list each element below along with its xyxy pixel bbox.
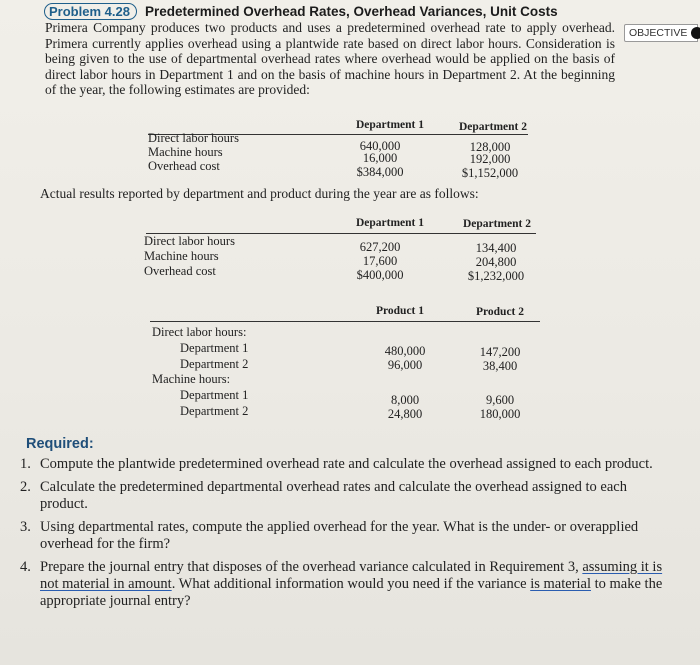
products-cell: 180,000 bbox=[479, 407, 521, 421]
actual-results-intro: Actual results reported by department and product during the year are as follows: bbox=[40, 186, 479, 201]
products-header-rule bbox=[150, 321, 540, 322]
estimates-row-label: Overhead cost bbox=[148, 159, 220, 173]
requirement-text-part: Prepare the journal entry that disposes of the overhead variance calculated in Requirement 3, bbox=[40, 559, 583, 575]
products-header-product2: Product 2 bbox=[475, 306, 525, 318]
underlined-phrase: is material bbox=[530, 576, 591, 592]
actuals-cell: 627,200 bbox=[359, 240, 401, 254]
products-group-label: Machine hours: bbox=[152, 372, 231, 386]
requirement-text: Calculate the predetermined departmental overhead rates and calculate the overhead assigned to each product. bbox=[40, 479, 627, 512]
requirement-number: 4. bbox=[20, 559, 31, 575]
problem-header bbox=[44, 3, 604, 21]
products-row-label: Department 2 bbox=[180, 357, 249, 371]
products-cell: 96,000 bbox=[387, 358, 423, 372]
products-row-label: Department 1 bbox=[180, 388, 249, 402]
requirement-number: 2. bbox=[20, 479, 31, 495]
actuals-cell: 17,600 bbox=[362, 254, 398, 268]
estimates-header-dept1: Department 1 bbox=[355, 119, 425, 131]
actuals-cell: 134,400 bbox=[475, 241, 517, 255]
requirement-item bbox=[12, 559, 672, 610]
estimates-cell: 128,000 bbox=[469, 140, 511, 154]
objective-label: OBJECTIVE bbox=[629, 27, 688, 39]
required-list bbox=[12, 456, 672, 616]
estimates-cell: 192,000 bbox=[469, 152, 511, 166]
estimates-cell: $1,152,000 bbox=[461, 166, 519, 180]
requirement-number: 3. bbox=[20, 519, 31, 535]
estimates-row-label: Direct labor hours bbox=[148, 131, 239, 145]
actuals-header-dept1: Department 1 bbox=[355, 217, 425, 229]
problem-number-tag: Problem 4.28 bbox=[44, 3, 137, 20]
products-header-product1: Product 1 bbox=[375, 305, 425, 317]
estimates-header-dept2: Department 2 bbox=[458, 121, 528, 133]
requirement-text-part: to make the appropriate journal entry? bbox=[40, 576, 663, 609]
products-row-label: Department 2 bbox=[180, 404, 249, 418]
requirement-text: Using departmental rates, compute the applied overhead for the year. What is the under- or overapplied overhead for the firm? bbox=[40, 519, 639, 552]
products-cell: 480,000 bbox=[384, 344, 426, 358]
products-cell: 147,200 bbox=[479, 345, 521, 359]
products-row-label: Department 1 bbox=[180, 341, 249, 355]
estimates-cell: 16,000 bbox=[362, 151, 398, 165]
required-heading: Required: bbox=[26, 436, 94, 452]
objective-tab bbox=[624, 24, 698, 42]
products-group-label: Direct labor hours: bbox=[152, 325, 247, 339]
requirement-text bbox=[40, 559, 662, 609]
actuals-row-label: Overhead cost bbox=[144, 264, 216, 278]
problem-intro-text: Primera Company produces two products and uses a predetermined overhead rate to apply overhead. Primera currently applies overhead using a plantwide rate based on direct labor hours. Consideration is being given to the use of departmental overhead rates where overhead would be applied on the basis of direct labor hours in Department 1 and on the basis of machine hours in Department 2. At the beginning of the year, the following estimates are provided: bbox=[45, 20, 615, 97]
actuals-row-label: Machine hours bbox=[144, 249, 219, 263]
requirement-item bbox=[12, 519, 672, 553]
products-cell: 9,600 bbox=[485, 393, 515, 407]
requirement-number: 1. bbox=[20, 456, 31, 472]
requirement-text: Compute the plantwide predetermined overhead rate and calculate the overhead assigned to each product. bbox=[40, 456, 653, 472]
actuals-row-label: Direct labor hours bbox=[144, 234, 235, 248]
products-cell: 38,400 bbox=[482, 359, 518, 373]
actuals-header-dept2: Department 2 bbox=[462, 218, 532, 230]
products-cell: 24,800 bbox=[387, 407, 423, 421]
estimates-cell: $384,000 bbox=[356, 165, 404, 179]
requirement-text-part: . What additional information would you need if the variance bbox=[171, 576, 531, 592]
actuals-cell: $400,000 bbox=[356, 268, 404, 282]
problem-title: Predetermined Overhead Rates, Overhead Variances, Unit Costs bbox=[144, 4, 558, 19]
actuals-cell: $1,232,000 bbox=[467, 269, 525, 283]
estimates-cell: 640,000 bbox=[359, 139, 401, 153]
objective-marker-icon bbox=[691, 27, 700, 39]
estimates-row-label: Machine hours bbox=[148, 145, 223, 159]
underlined-phrase: assuming it is not material in amount bbox=[40, 559, 663, 592]
requirement-item bbox=[12, 456, 672, 473]
requirement-item bbox=[12, 479, 672, 513]
products-cell: 8,000 bbox=[390, 393, 420, 407]
actuals-cell: 204,800 bbox=[475, 255, 517, 269]
